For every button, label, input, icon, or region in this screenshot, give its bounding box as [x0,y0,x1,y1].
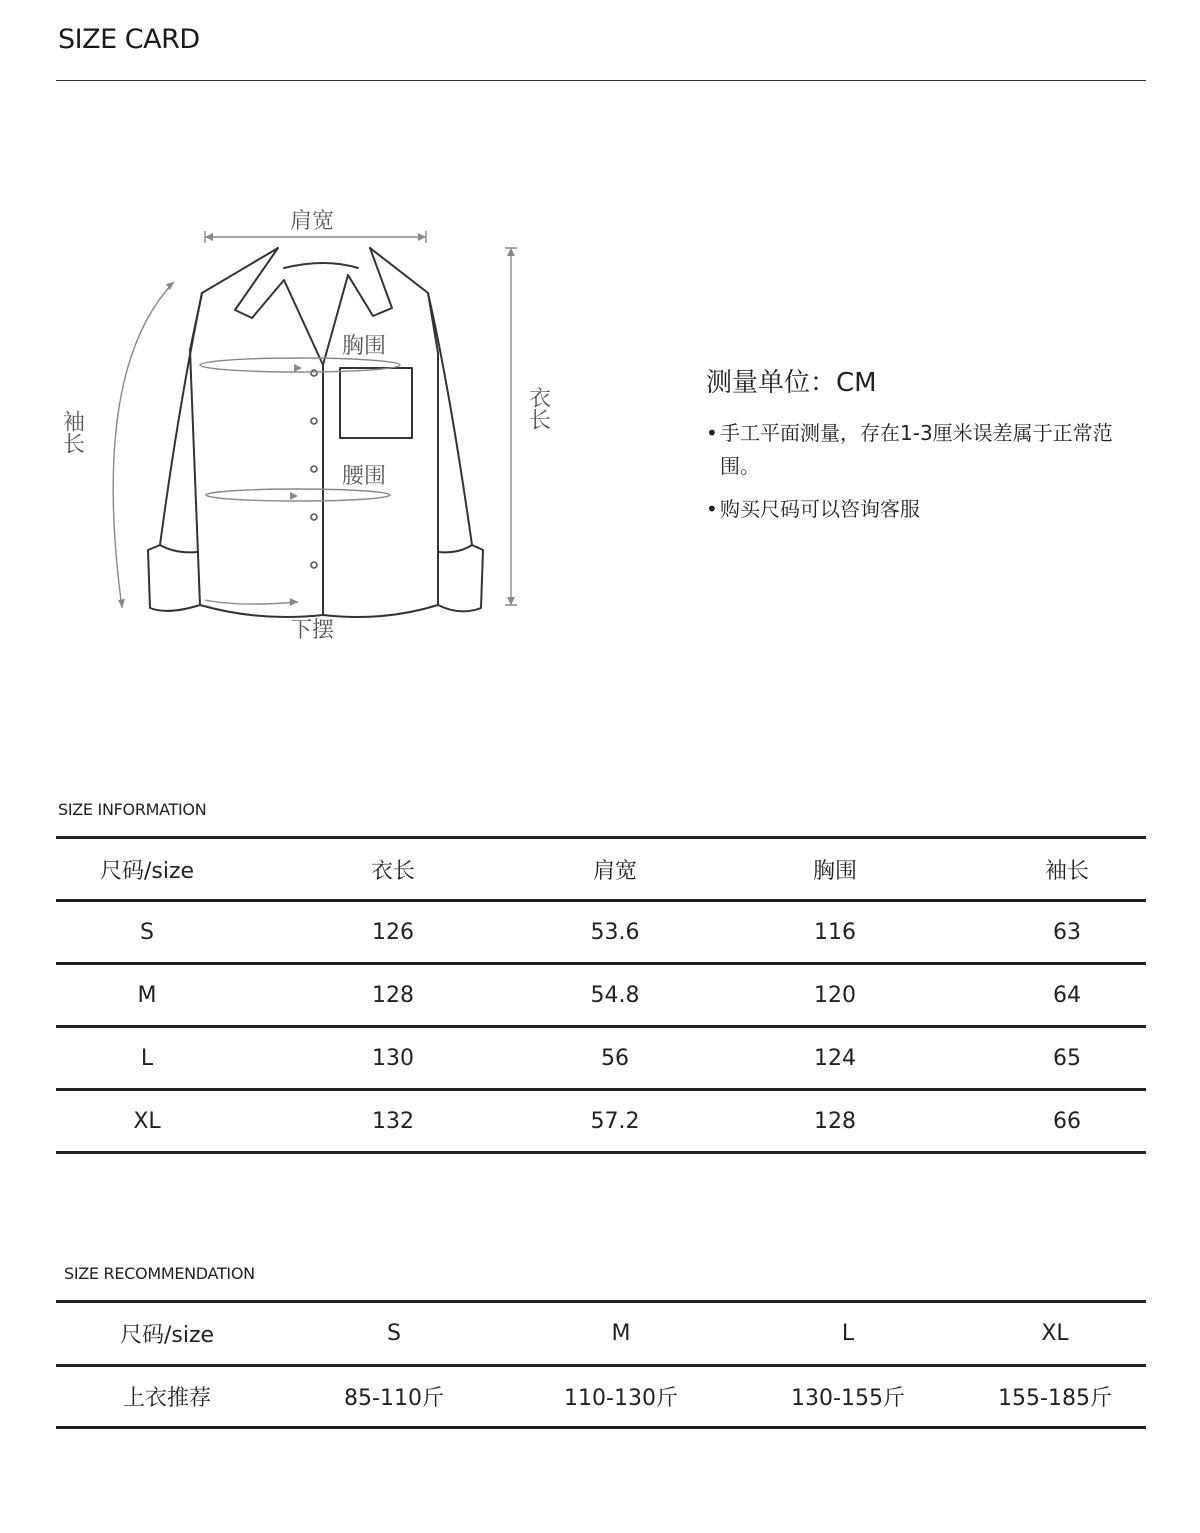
waist-line [206,489,390,501]
table-cell: 65 [1053,1045,1081,1071]
page-title: SIZE CARD [58,24,200,55]
table-cell: 120 [814,982,856,1008]
table-cell: 130-155斤 [791,1386,905,1411]
header-cell: 尺码/size [119,1323,215,1348]
chest-label: 胸围 [342,334,387,359]
table-cell: XL [133,1108,161,1134]
table-cell: 130 [372,1045,414,1071]
table-row [56,1027,1146,1090]
table-header-row [56,1302,1146,1366]
garment-diagram [40,190,600,660]
button-3 [311,466,317,472]
table-cell: 57.2 [590,1108,640,1134]
table-cell: 66 [1053,1108,1081,1134]
table-cell: 126 [372,919,414,945]
table-cell: 128 [372,982,414,1008]
measurement-notes [706,362,1146,536]
header-cell: 尺码/size [99,858,195,884]
hem-label: 下摆 [290,618,335,643]
measurement-unit: 测量单位：CM [706,368,877,398]
table-cell: 54.8 [590,982,640,1008]
header-cell: 胸围 [812,858,857,884]
table-cell: 132 [372,1108,414,1134]
table-cell: 155-185斤 [998,1386,1112,1411]
table-row [56,1090,1146,1153]
table-row [56,964,1146,1027]
hem-line [205,600,298,604]
note-item [706,417,1146,483]
button-4 [311,514,317,520]
table-cell: 110-130斤 [564,1386,678,1411]
header-cell: S [387,1321,401,1346]
bullet: • [706,421,718,445]
table-cell: S [140,919,154,945]
table-cell: M [137,982,157,1008]
header-cell: L [841,1321,855,1346]
chest-pocket [340,368,412,438]
table-cell: 128 [814,1108,856,1134]
length-label: 衣长 [525,386,551,430]
sleeve-label: 袖长 [59,410,85,454]
header-cell: M [611,1321,631,1346]
header-cell: XL [1041,1321,1069,1346]
table-cell: 53.6 [590,919,640,945]
table-cell: 56 [601,1045,629,1071]
waist-label: 腰围 [342,464,387,489]
table-row [56,901,1146,964]
note-item [706,493,1146,526]
header-cell: 袖长 [1044,858,1089,884]
size-recommendation-table [56,1300,1146,1429]
table-cell: 上衣推荐 [122,1386,211,1411]
table-cell: L [140,1045,154,1071]
table-cell: 116 [814,919,856,945]
note-text: 手工平面测量，存在1-3厘米误差属于正常范围。 [720,421,1113,478]
table-cell: 63 [1053,919,1081,945]
header-cell: 肩宽 [592,858,637,884]
size-information-table [56,836,1146,1154]
shoulder-label: 肩宽 [290,209,335,234]
button-1 [311,370,317,376]
table-cell: 124 [814,1045,856,1071]
table-cell: 85-110斤 [344,1386,444,1411]
size-information-label: SIZE INFORMATION [58,800,207,819]
shirt-illustration [40,190,600,660]
title-divider [56,80,1146,81]
sleeve-arc [113,282,174,608]
size-recommendation-label: SIZE RECOMMENDATION [64,1264,255,1283]
button-5 [311,562,317,568]
note-text: 购买尺码可以咨询客服 [720,497,920,521]
bullet: • [706,497,718,521]
button-2 [311,418,317,424]
table-row [56,1366,1146,1428]
table-cell: 64 [1053,982,1081,1008]
chest-line [200,358,400,372]
header-cell: 衣长 [370,858,415,884]
table-header-row [56,838,1146,901]
